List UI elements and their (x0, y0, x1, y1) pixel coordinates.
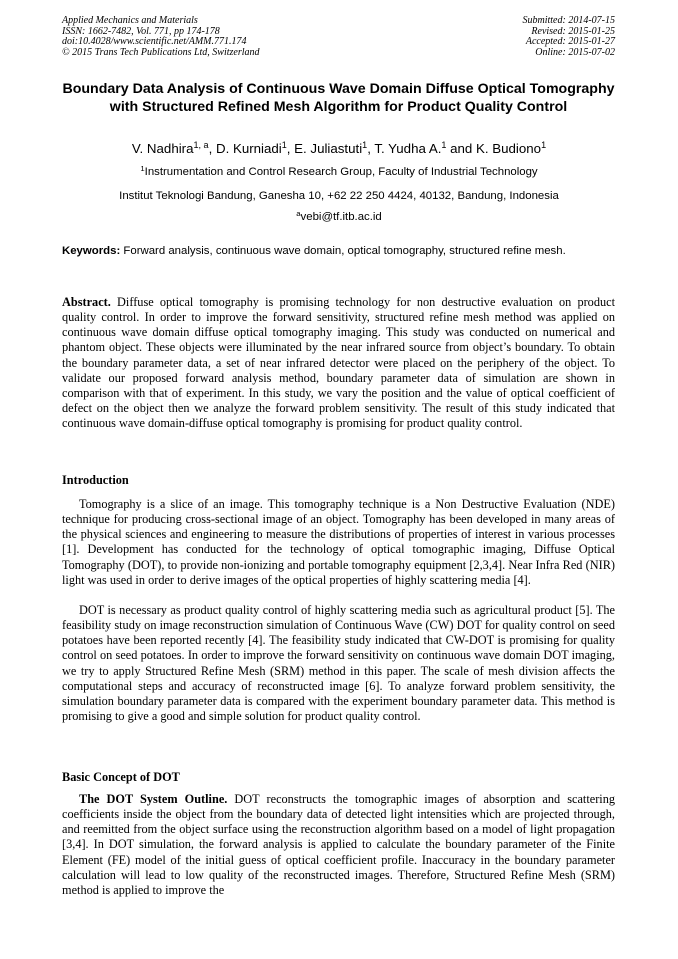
introduction-heading: Introduction (62, 473, 129, 487)
author (132, 141, 216, 156)
revised-date: Revised: 2015-01-25 (531, 25, 615, 37)
affiliation-institution: Institut Teknologi Bandung, Ganesha 10, +62 22 250 4424, 40132, Bandung, Indonesia (119, 190, 559, 202)
author-affiliation-mark: 1 (281, 140, 287, 151)
author-separator: and (446, 141, 477, 156)
dot-system-outline-paragraph (62, 792, 615, 898)
keywords-section (62, 243, 615, 259)
author-name: E. Juliastuti (294, 141, 363, 156)
author (476, 141, 546, 156)
author-name: T. Yudha A. (374, 141, 442, 156)
affiliation-mark: 1 (140, 163, 145, 173)
copyright-line: © 2015 Trans Tech Publications Ltd, Switzerland (62, 46, 260, 58)
abstract-section (62, 295, 615, 431)
author (374, 141, 476, 156)
publication-dates (523, 16, 616, 58)
introduction-paragraph-2: DOT is necessary as product quality control of highly scattering media such as agricultural product [5]. The feasibility study on image reconstruction simulation of Continuous Wave (CW) DOT for quality control on seed potatoes have been reported recently [4]. The feasibility study indicated that CW-DOT is promising for quality control on seed potatoes. In order to improve the forward sensitivity on continuous wave domain DOT imaging, we try to apply Structured Refine Mesh (SRM) method in this paper. The scale of mesh division affects the computational steps and accuracy of reconstructed image [6]. To analyze forward problem sensitivity, the simulation boundary parameter data is compared with the experiment boundary parameter data. This method is promising to give a good and simple solution for product quality control. (62, 603, 615, 724)
author-separator: , (367, 141, 375, 156)
author (216, 141, 294, 156)
keywords-label: Keywords: (62, 245, 121, 257)
dot-system-outline-text: DOT reconstructs the tomographic images of absorption and scattering coefficients inside the object from the boundary data of detected light intensities which are projected through, and reemitted from the object surface using the reconstruction algorithm based on a model of light propagation [3,4]. In DOT simulation, the forward analysis is applied to calculate the boundary parameter of the Finite Element (FE) model of the initial guess of optical coefficient profile. Inaccuracy in the boundary parameter calculation will lead to low quality of the reconstructed images. Therefore, Structured Refine Mesh (SRM) method is applied to improve the (62, 792, 616, 897)
online-date: Online: 2015-07-02 (535, 46, 615, 58)
abstract-text: Diffuse optical tomography is promising technology for non destructive evaluation on product quality control. In order to improve the forward sensitivity, structured refine mesh method was applied on continuous wave domain diffuse optical tomography imaging. This study was conducted on numerical and phantom object. These objects were illuminated by the near infrared source from object’s boundary. To obtain the boundary parameter data, a set of near infrared detector were placed on the periphery of the object. To validate our proposed forward analysis method, boundary parameter data of simulation are shown in comparison with that of experiment. In this study, we vary the position and the value of optical coefficient of defect on the object then we analyze the forward problem sensitivity. The result of this study indicated that continuous wave domain-diffuse optical tomography is promising for product quality control. (62, 295, 616, 431)
keywords-text: Forward analysis, continuous wave domain, optical tomography, structured refine mesh. (123, 245, 566, 257)
journal-name: Applied Mechanics and Materials (62, 15, 198, 26)
basic-concept-heading: Basic Concept of DOT (62, 770, 180, 784)
author (294, 141, 374, 156)
journal-info (62, 16, 260, 58)
abstract-label: Abstract. (62, 295, 111, 309)
affiliation-group (40, 165, 638, 179)
author-affiliation-mark: 1 (362, 140, 368, 151)
submitted-date: Submitted: 2014-07-15 (522, 15, 615, 26)
paper-title: Boundary Data Analysis of Continuous Wave Domain Diffuse Optical Tomography with Structured Refined Mesh Algorithm for Product Quality Control (62, 81, 615, 115)
author-name: D. Kurniadi (215, 141, 282, 156)
affiliation-line-1: Instrumentation and Control Research Group, Faculty of Industrial Technology (144, 166, 538, 178)
affiliation-email-line (40, 210, 638, 224)
dot-system-outline-subheading: The DOT System Outline. (79, 792, 228, 806)
email-mark: a (296, 208, 301, 218)
author-name: V. Nadhira (131, 141, 194, 156)
author-name: K. Budiono (476, 141, 542, 156)
author-affiliation-mark: 1 (441, 140, 447, 151)
corresponding-email: vebi@tf.itb.ac.id (300, 211, 382, 223)
author-affiliation-mark: 1, a (193, 140, 209, 151)
introduction-paragraph-1: Tomography is a slice of an image. This tomography technique is a Non Destructive Evaluation (NDE) technique for producing cross-sectional image of an object. Tomography has been developed in many areas of the physical sciences and engineering to measure the distributions of properties of interest in various processes [1]. Development has conducted for the technology of optical tomographic imaging, Diffuse Optical Tomography (DOT), to provide non-ionizing and portable tomography equipment [2,3,4]. Near Infra Red (NIR) light was used in order to derive images of the optical properties of highly scattering media [4]. (62, 497, 615, 587)
issn-line: ISSN: 1662-7482, Vol. 771, pp 174-178 (62, 25, 220, 37)
author-separator: , (208, 141, 216, 156)
author-list (40, 141, 638, 157)
author-affiliation-mark: 1 (541, 140, 547, 151)
author-separator: , (286, 141, 295, 156)
accepted-date: Accepted: 2015-01-27 (525, 36, 615, 47)
doi-line: doi:10.4028/www.scientific.net/AMM.771.174 (62, 36, 247, 47)
